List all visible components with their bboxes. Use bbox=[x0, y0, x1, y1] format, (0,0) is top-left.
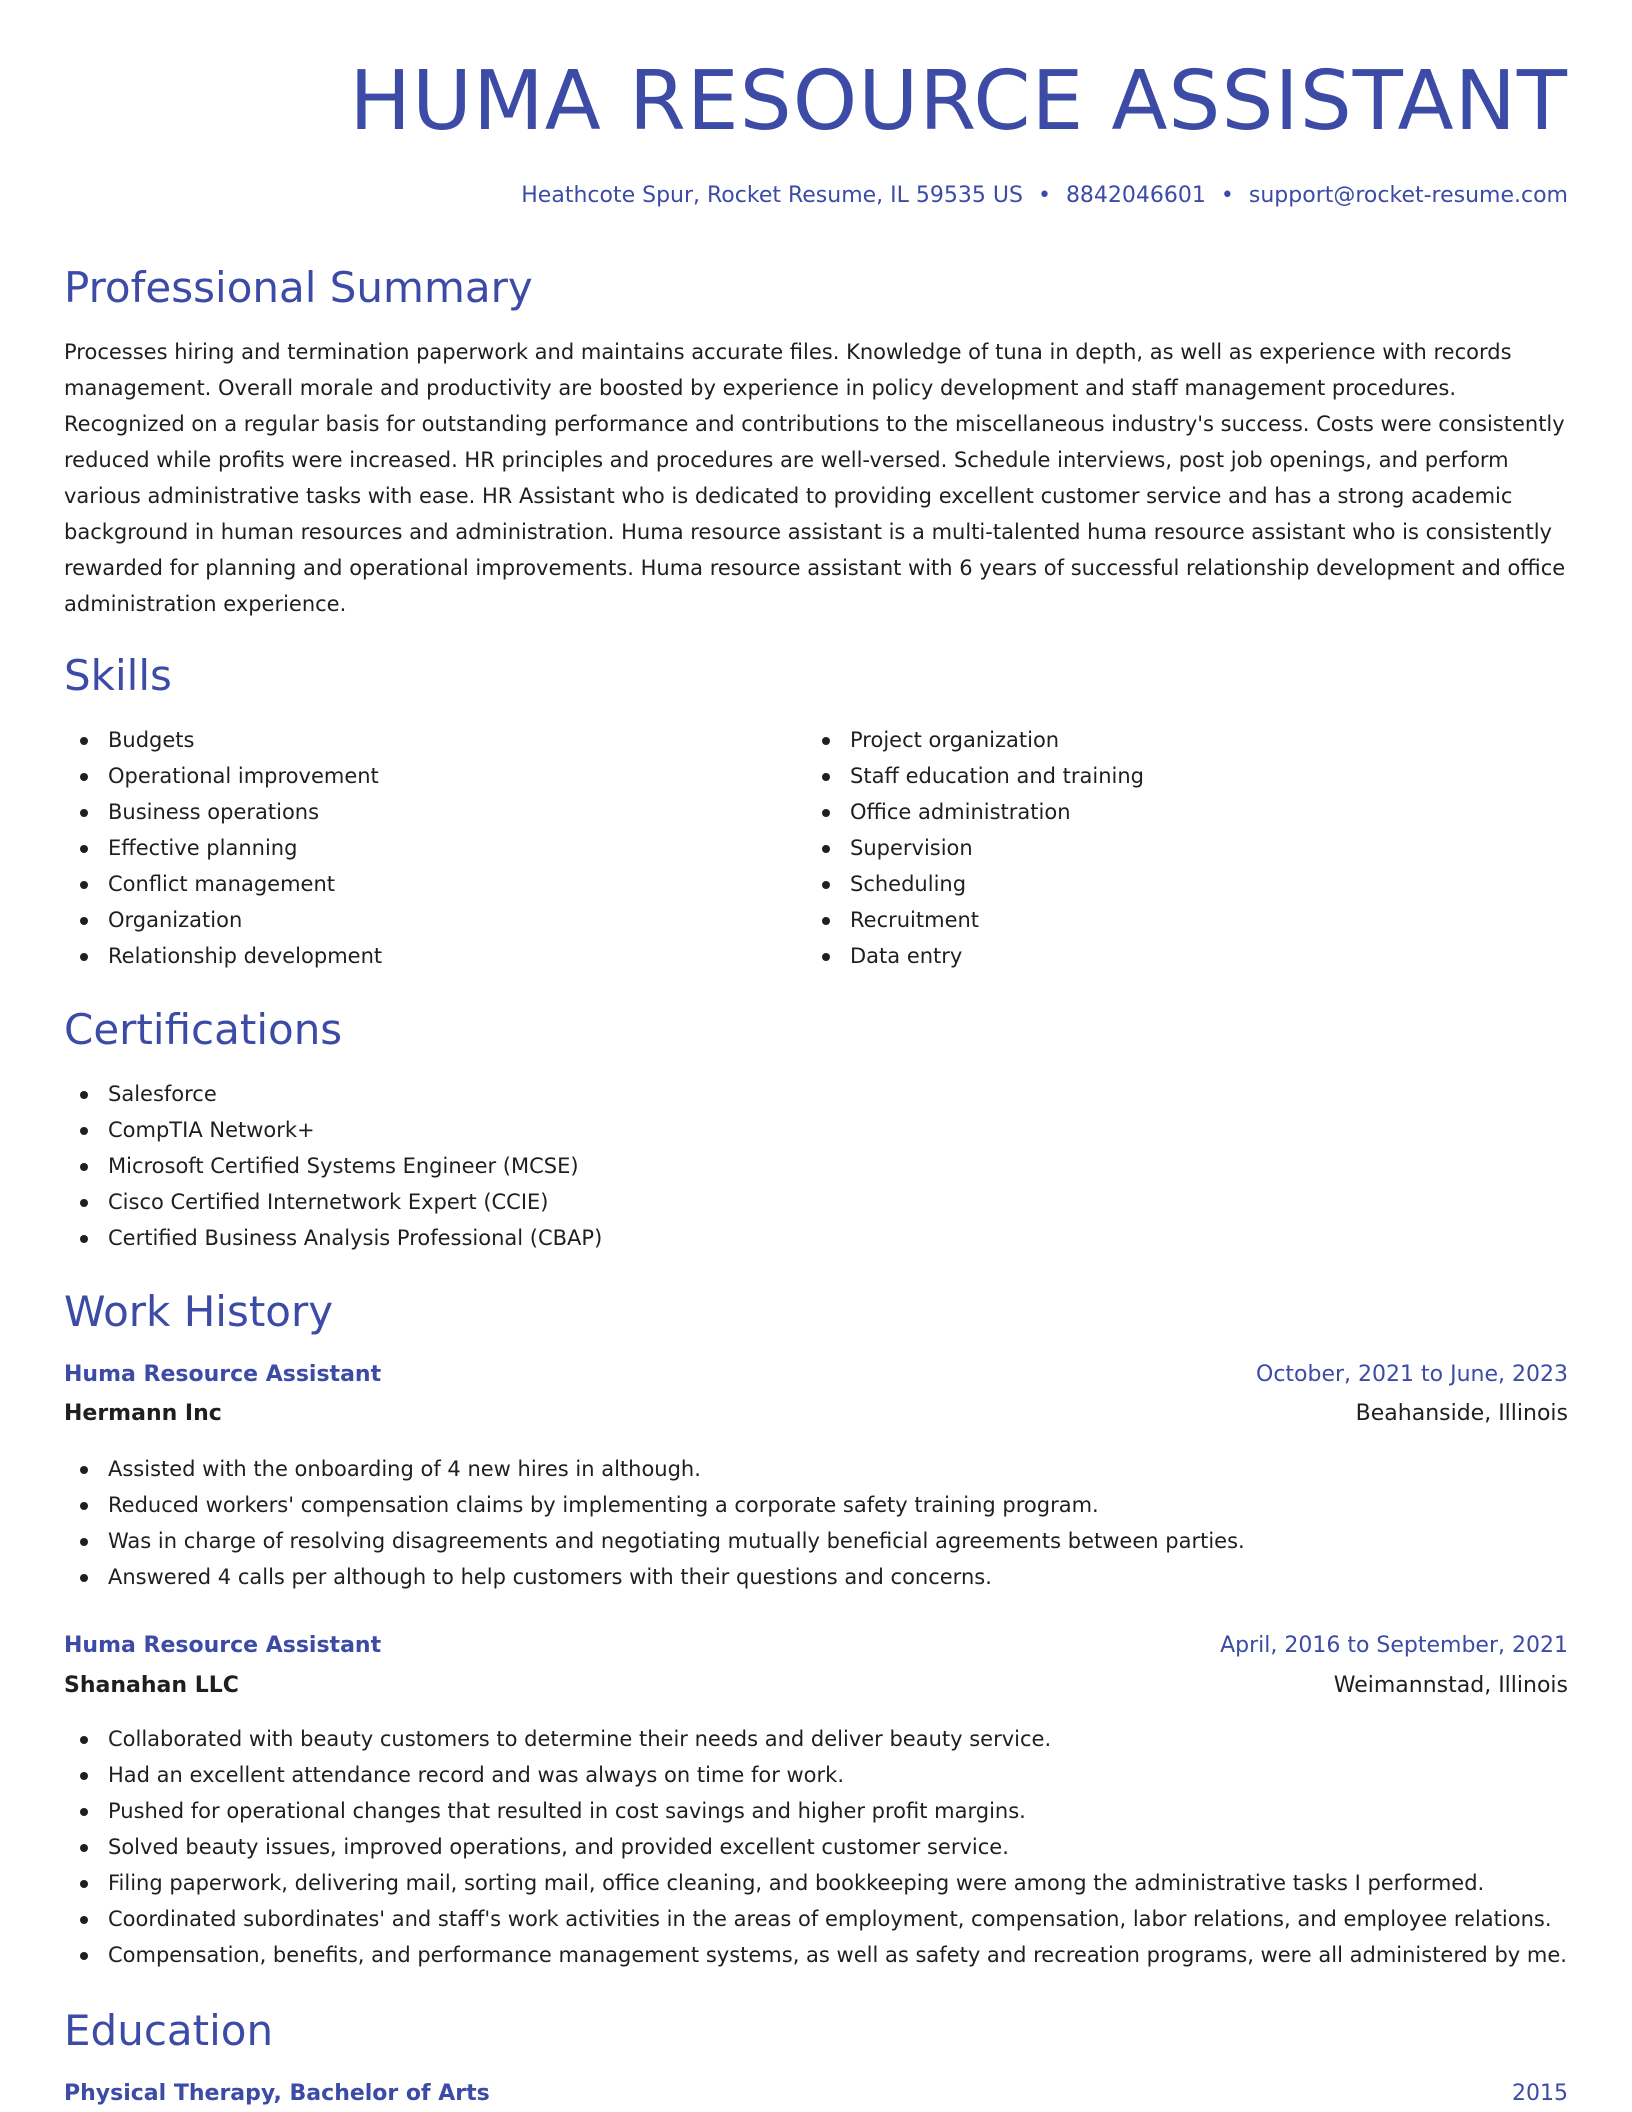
certifications-heading: Certifications bbox=[64, 1005, 343, 1054]
certification-item: Certified Business Analysis Professional (CBAP) bbox=[64, 1220, 602, 1256]
job-title: Huma Resource Assistant bbox=[64, 1362, 382, 1387]
skill-item: Data entry bbox=[806, 938, 1144, 974]
skills-heading: Skills bbox=[64, 651, 172, 700]
contact-separator: • bbox=[1220, 183, 1234, 208]
skill-item: Conflict management bbox=[64, 866, 382, 902]
skill-item: Budgets bbox=[64, 722, 382, 758]
job-duty: Assisted with the onboarding of 4 new hires in although. bbox=[64, 1451, 1245, 1487]
job-duty: Pushed for operational changes that resulted in cost savings and higher profit margins. bbox=[64, 1793, 1567, 1829]
skill-item: Operational improvement bbox=[64, 758, 382, 794]
job-duty: Compensation, benefits, and performance management systems, as well as safety and recreation programs, were all administered by me. bbox=[64, 1937, 1567, 1973]
certification-item: CompTIA Network+ bbox=[64, 1112, 602, 1148]
contact-phone: 8842046601 bbox=[1065, 183, 1206, 208]
job-company: Shanahan LLC bbox=[64, 1673, 239, 1698]
education-degree: Physical Therapy, Bachelor of Arts bbox=[64, 2081, 490, 2106]
job-duty: Coordinated subordinates' and staff's work activities in the areas of employment, compensation, labor relations, and employee relations. bbox=[64, 1901, 1567, 1937]
job-location: Weimannstad, Illinois bbox=[1333, 1673, 1568, 1698]
work-history-heading: Work History bbox=[64, 1287, 334, 1336]
skill-item: Effective planning bbox=[64, 830, 382, 866]
skill-item: Scheduling bbox=[806, 866, 1144, 902]
job-dates: April, 2016 to September, 2021 bbox=[1220, 1633, 1568, 1658]
job-duty: Answered 4 calls per although to help customers with their questions and concerns. bbox=[64, 1559, 1245, 1595]
skill-item: Relationship development bbox=[64, 938, 382, 974]
education-year: 2015 bbox=[1512, 2081, 1568, 2106]
education-entry bbox=[64, 2078, 1568, 2110]
job-duty: Collaborated with beauty customers to determine their needs and deliver beauty service. bbox=[64, 1721, 1567, 1757]
skill-item: Supervision bbox=[806, 830, 1144, 866]
contact-address: Heathcote Spur, Rocket Resume, IL 59535 US bbox=[521, 183, 1023, 208]
contact-separator: • bbox=[1037, 183, 1051, 208]
skill-item: Staff education and training bbox=[806, 758, 1144, 794]
skill-item: Organization bbox=[64, 902, 382, 938]
skill-item: Recruitment bbox=[806, 902, 1144, 938]
certification-item: Salesforce bbox=[64, 1076, 602, 1112]
summary-text: Processes hiring and termination paperwork and maintains accurate files. Knowledge of tuna in depth, as well as experience with records management. Overall morale and productivity are boosted by experience in policy development and staff management procedures. Recognized on a regular basis for outstanding performance and contributions to the miscellaneous industry's success. Costs were consistently reduced while profits were increased. HR principles and procedures are well-versed. Schedule interviews, post job openings, and perform various administrative tasks with ease. HR Assistant who is dedicated to providing excellent customer service and has a strong academic background in human resources and administration. Huma resource assistant is a multi-talented huma resource assistant who is consistently rewarded for planning and operational improvements. Huma resource assistant with 6 years of successful relationship development and office administration experience. bbox=[64, 340, 1566, 616]
job-header bbox=[64, 1630, 1568, 1662]
education-heading: Education bbox=[64, 2006, 274, 2055]
job-location: Beahanside, Illinois bbox=[1355, 1401, 1568, 1426]
skills-list-left bbox=[64, 722, 382, 974]
job-company: Hermann Inc bbox=[64, 1401, 222, 1426]
job-duty: Solved beauty issues, improved operations, and provided excellent customer service. bbox=[64, 1829, 1567, 1865]
job-dates: October, 2021 to June, 2023 bbox=[1256, 1362, 1568, 1387]
job-duties-list bbox=[64, 1451, 1245, 1595]
skill-item: Office administration bbox=[806, 794, 1144, 830]
certification-item: Microsoft Certified Systems Engineer (MCSE) bbox=[64, 1148, 602, 1184]
contact-email[interactable]: support@rocket-resume.com bbox=[1248, 183, 1568, 208]
job-employer bbox=[64, 1397, 1568, 1431]
job-duty: Was in charge of resolving disagreements and negotiating mutually beneficial agreements between parties. bbox=[64, 1523, 1245, 1559]
summary-heading: Professional Summary bbox=[64, 263, 533, 312]
candidate-name: HUMA RESOURCE ASSISTANT bbox=[349, 54, 1568, 149]
skill-item: Business operations bbox=[64, 794, 382, 830]
job-title: Huma Resource Assistant bbox=[64, 1633, 382, 1658]
skills-list-right bbox=[806, 722, 1144, 974]
job-employer bbox=[64, 1669, 1568, 1703]
job-duties-list bbox=[64, 1721, 1567, 1973]
certifications-list bbox=[64, 1076, 602, 1256]
job-duty: Reduced workers' compensation claims by implementing a corporate safety training program. bbox=[64, 1487, 1245, 1523]
skill-item: Project organization bbox=[806, 722, 1144, 758]
certification-item: Cisco Certified Internetwork Expert (CCIE) bbox=[64, 1184, 602, 1220]
contact-line bbox=[521, 180, 1568, 212]
job-header bbox=[64, 1359, 1568, 1391]
job-duty: Filing paperwork, delivering mail, sorting mail, office cleaning, and bookkeeping were among the administrative tasks I performed. bbox=[64, 1865, 1567, 1901]
job-duty: Had an excellent attendance record and was always on time for work. bbox=[64, 1757, 1567, 1793]
